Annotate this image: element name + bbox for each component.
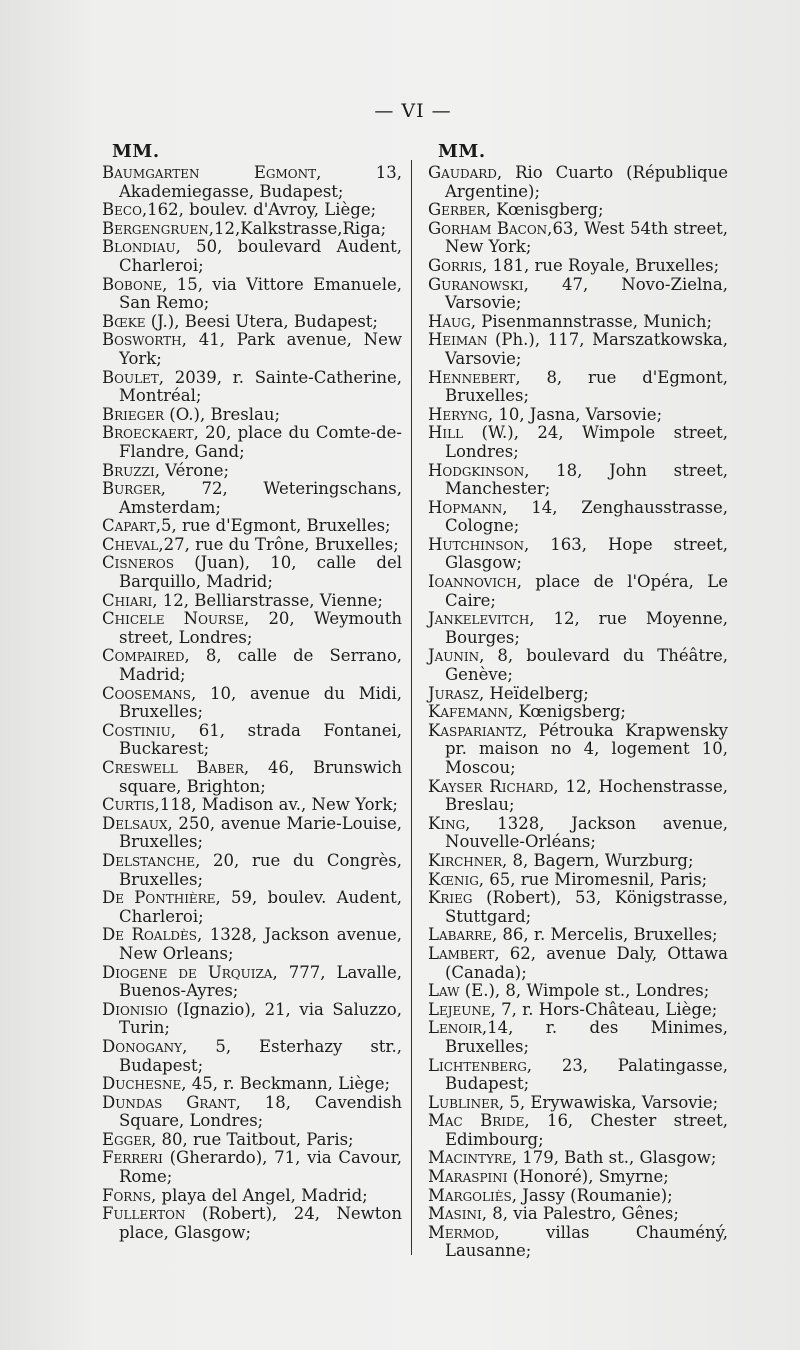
member-entry [102,796,402,815]
member-address: (Gherardo), 71, via Cavour, Rome; [119,1148,402,1187]
member-address: 8, calle de Serrano, Madrid; [119,646,402,685]
member-name: Delsaux, [102,813,173,833]
member-entry [428,1149,728,1168]
member-name: Dundas Grant, [102,1092,241,1112]
member-address: 41, Park avenue, New York; [119,330,402,368]
member-name: Forns, [102,1185,157,1205]
member-name: Hennebert, [428,367,521,387]
member-address: 118, Madison av., New York; [159,795,398,815]
member-address: 27, rue du Trône, Bruxelles; [163,534,399,554]
member-name: Bobone, [102,274,168,294]
member-address: 5, rue d'Egmont, Bruxelles; [161,516,391,536]
member-name: Macintyre, [428,1148,517,1168]
member-address: Rio Cuarto (République Argentine); [445,163,728,201]
column-divider [411,160,412,1255]
member-name: Compaired, [102,646,190,666]
member-address: Kœnigsberg; [513,702,626,722]
member-entry [102,406,402,425]
member-entry [428,982,728,1001]
member-name: Diogene de Urquiza, [102,962,278,982]
member-address: 8, rue d'Egmont, Bruxelles; [445,367,728,406]
member-name: Baumgarten Egmont, [102,163,322,182]
member-name: Mac Bride, [428,1111,530,1131]
member-name: Heryng, [428,404,494,424]
member-name: Lenoir, [428,1018,488,1038]
member-address: Vérone; [159,460,230,480]
member-name: Guranowski, [428,274,529,294]
member-entry [428,1057,728,1094]
member-address: 8, Bagern, Wurzburg; [507,850,694,870]
member-address: (Robert), 53, Königstrasse, Stuttgard; [445,888,728,926]
member-entry [428,871,728,890]
member-entry [102,722,402,759]
member-name: Cheval, [102,534,164,554]
member-entry [428,331,728,368]
member-address: Heïdelberg; [484,683,589,703]
member-name: Ferreri [102,1148,163,1168]
member-name: Costiniu, [102,720,177,740]
member-name: Bosworth, [102,330,187,350]
member-address: 13, Akademiegasse, Budapest; [119,163,402,201]
member-entry [102,685,402,722]
member-name: Law [428,981,460,1001]
member-entry [102,536,402,555]
member-entry [428,201,728,220]
member-name: Masini, [428,1204,488,1224]
member-entry [428,499,728,536]
member-name: Ioannovich, [428,572,522,592]
member-name: Duchesne, [102,1074,187,1094]
member-address: Jassy (Roumanie); [516,1185,673,1205]
member-address: 80, rue Taitbout, Paris; [156,1129,354,1149]
member-entry [102,554,402,591]
member-name: Hutchinson, [428,534,530,554]
member-entry [428,778,728,815]
member-entry [102,276,402,313]
member-address: Kœnisgberg; [490,200,604,220]
member-name: Gerber, [428,200,491,220]
member-name: Bergengruen, [102,218,215,238]
member-address: 10, avenue du Midi, Bruxelles; [119,683,402,722]
member-entry [428,1112,728,1149]
member-address: 45, r. Beckmann, Liège; [186,1074,391,1094]
right-column [428,140,728,1261]
member-address: 20, Weymouth street, Londres; [119,609,402,647]
member-entry [428,1187,728,1206]
member-entry [102,313,402,332]
member-name: Brieger [102,404,165,424]
member-address: 8, boulevard du Théâtre, Genève; [445,646,728,685]
member-entry [102,480,402,517]
member-address: 65, rue Miromesnil, Paris; [484,869,708,889]
member-name: Curtis, [102,795,160,815]
member-entry [428,1001,728,1020]
member-name: Burger, [102,479,166,499]
member-name: Egger, [102,1129,157,1149]
member-entry [102,889,402,926]
member-entry [102,926,402,963]
left-column-heading: MM. [112,141,160,162]
member-name: De Ponthière, [102,888,221,908]
member-name: Bœke [102,311,146,331]
member-entry [102,220,402,239]
member-entry [102,517,402,536]
member-address: 59, boulev. Audent, Charleroi; [119,888,402,926]
member-name: Maraspini [428,1167,508,1187]
member-name: Delstanche, [102,850,201,870]
member-address: 1328, Jackson avenue, New Orleans; [119,925,402,963]
member-address: (Juan), 10, calle del Barquillo, Madrid; [119,553,402,592]
member-address: place de l'Opéra, Le Caire; [445,572,728,610]
member-address: 14, r. des Minimes, Bruxelles; [445,1018,728,1056]
member-name: Broeckaert, [102,423,199,443]
member-address: 12,Kalkstrasse,Riga; [214,218,387,238]
member-address: 1328, Jackson avenue, Nouvelle-Orléans; [445,813,728,852]
member-name: Capart, [102,516,162,536]
member-entry [428,220,728,257]
member-name: Coosemans, [102,683,197,703]
member-name: Creswell Baber, [102,758,250,777]
member-name: Donogany, [102,1036,188,1056]
member-address: 181, rue Royale, Bruxelles; [487,255,720,275]
member-address: Pisenmannstrasse, Munich; [476,311,713,331]
member-entry [428,573,728,610]
member-address: (O.), Breslau; [164,404,281,424]
member-entry [102,647,402,684]
member-name: Beco, [102,200,148,220]
member-address: 162, boulev. d'Avroy, Liège; [147,200,377,220]
member-name: Fullerton [102,1204,186,1224]
member-entry [428,1205,728,1224]
member-address: 18, John street, Manchester; [445,460,728,499]
member-entry [428,926,728,945]
member-name: Cisneros [102,553,174,573]
member-address: (Ph.), 117, Marszatkowska, Varsovie; [445,330,728,368]
member-address: villas Chauméný, Lausanne; [445,1222,728,1261]
member-address: 179, Bath st., Glasgow; [516,1148,717,1168]
member-address: 16, Chester street, Edimbourg; [445,1111,728,1149]
member-address: 777, Lavalle, Buenos-Ayres; [119,962,403,1001]
member-address: 47, Novo-Zielna, Varsovie; [445,274,728,313]
member-entry [102,1038,402,1075]
member-name: Boulet, [102,367,165,387]
member-name: Gorham Bacon, [428,218,553,238]
member-address: 12, Belliarstrasse, Vienne; [157,590,383,610]
member-address: 72, Weteringschans, Amsterdam; [119,479,402,517]
member-entry [428,257,728,276]
member-name: Chiari, [102,590,158,610]
member-address: 250, avenue Marie-Louise, Bruxelles; [119,813,402,852]
member-entry [428,406,728,425]
member-name: Hodgkinson, [428,460,530,480]
member-entry [102,1131,402,1150]
member-entry [428,1094,728,1113]
member-address: 23, Palatingasse, Budapest; [445,1055,728,1094]
left-entry-list [102,164,402,1242]
member-address: 12, Hochenstrasse, Breslau; [445,776,728,815]
page-number: — VI — [374,100,452,122]
member-name: Lambert, [428,943,500,963]
member-address: 8, via Palestro, Gênes; [487,1204,679,1224]
member-address: (E.), 8, Wimpole st., Londres; [459,981,710,1001]
member-address: 62, avenue Daly, Ottawa (Canada); [445,943,728,982]
member-address: 20, place du Comte-de-Flandre, Gand; [119,423,402,461]
member-entry [102,201,402,220]
member-name: Mermod, [428,1222,500,1242]
member-entry [102,1094,402,1131]
member-name: Lejeune, [428,999,496,1019]
member-name: Chicele Nourse, [102,609,250,629]
member-address: 63, West 54th street, New York; [445,218,728,257]
member-entry [102,164,402,201]
member-entry [428,852,728,871]
member-name: Kœnig, [428,869,485,889]
member-entry [428,276,728,313]
member-entry [102,852,402,889]
member-entry [102,964,402,1001]
member-entry [102,369,402,406]
member-address: (W.), 24, Wimpole street, Londres; [445,423,728,461]
member-entry [428,369,728,406]
member-address: 14, Zenghausstrasse, Cologne; [445,497,728,536]
member-address: 18, Cavendish Square, Londres; [119,1092,402,1131]
member-entry [102,331,402,368]
member-entry [428,685,728,704]
member-entry [428,1019,728,1056]
member-name: Labarre, [428,925,498,945]
member-name: Haug, [428,311,476,331]
left-column [102,140,402,1242]
member-name: Jankelevitch, [428,609,535,629]
member-entry [102,815,402,852]
member-name: Jurasz, [428,683,485,703]
member-name: De Roaldès, [102,925,203,945]
member-address: (Honoré), Smyrne; [507,1167,669,1187]
member-address: 2039, r. Sainte-Catherine, Montréal; [119,367,402,406]
right-entry-list [428,164,728,1261]
member-address: 5, Erywawiska, Varsovie; [504,1092,719,1112]
member-name: Kayser Richard, [428,776,559,796]
member-name: Krieg [428,888,473,908]
member-entry [102,1149,402,1186]
member-entry [102,238,402,275]
member-entry [428,889,728,926]
member-name: Gorris, [428,255,488,275]
member-entry [102,592,402,611]
member-name: Heiman [428,330,488,350]
member-entry [428,945,728,982]
member-entry [428,815,728,852]
member-name: King, [428,813,471,833]
member-address: 163, Hope street, Glasgow; [445,534,728,573]
member-entry [428,1168,728,1187]
member-entry [102,1187,402,1206]
member-entry [428,703,728,722]
member-name: Bruzzi, [102,460,160,480]
member-address: 46, Brunswich square, Brighton; [119,758,402,796]
member-address: (J.), Beesi Utera, Budapest; [145,311,378,331]
member-name: Lichtenberg, [428,1055,533,1075]
member-name: Kafemann, [428,702,514,722]
member-address: playa del Angel, Madrid; [156,1185,368,1205]
member-entry [428,722,728,778]
member-name: Margoliès, [428,1185,517,1205]
member-entry [102,1075,402,1094]
member-name: Kaspariantz, [428,720,528,740]
member-name: Hopmann, [428,497,508,517]
member-entry [428,164,728,201]
member-address: 12, rue Moyenne, Bourges; [445,609,728,647]
member-name: Jaunin, [428,646,485,666]
member-entry [428,610,728,647]
member-address: 10, Jasna, Varsovie; [493,404,663,424]
member-entry [102,1001,402,1038]
member-address: (Robert), 24, Newton place, Glasgow; [119,1204,402,1242]
member-entry [428,424,728,461]
member-address: (Ignazio), 21, via Saluzzo, Turin; [119,999,402,1038]
member-entry [428,1224,728,1261]
member-entry [428,647,728,684]
member-name: Gaudard, [428,163,503,182]
member-address: 61, strada Fontanei, Buckarest; [119,720,402,759]
member-entry [428,536,728,573]
member-entry [102,462,402,481]
member-name: Dionisio [102,999,168,1019]
member-address: 7, r. Hors-Château, Liège; [495,999,718,1019]
member-entry [102,759,402,796]
member-address: 86, r. Mercelis, Bruxelles; [497,925,718,945]
member-name: Blondiau, [102,237,181,257]
member-entry [102,1205,402,1242]
member-address: Pétrouka Krapwensky pr. maison no 4, logement 10, Moscou; [445,720,728,777]
member-entry [428,313,728,332]
member-name: Hill [428,423,464,443]
member-name: Kirchner, [428,850,508,870]
member-entry [102,610,402,647]
member-entry [428,462,728,499]
right-column-heading: MM. [438,141,486,162]
member-entry [102,424,402,461]
member-address: 5, Esterhazy str., Budapest; [119,1036,402,1075]
member-address: 15, via Vittore Emanuele, San Remo; [119,274,402,313]
member-address: 20, rue du Congrès, Bruxelles; [119,850,402,889]
member-address: 50, boulevard Audent, Charleroi; [119,237,402,275]
member-name: Lubliner, [428,1092,505,1112]
